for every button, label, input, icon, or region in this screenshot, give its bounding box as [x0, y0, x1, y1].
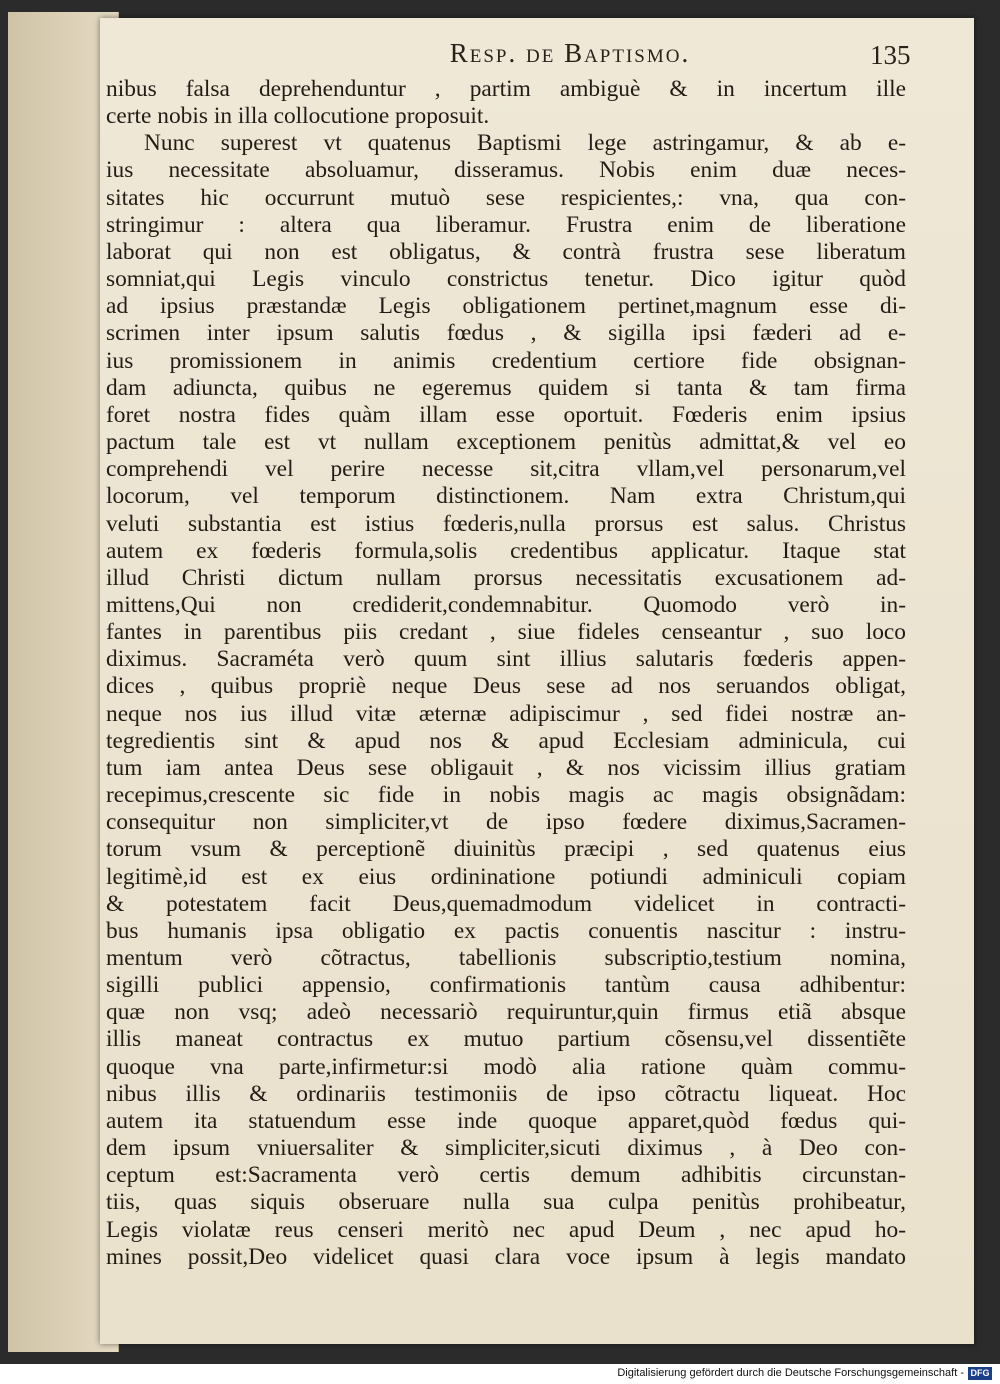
text-line: & potestatem facit Deus,quemadmodum videlicet in contracti- [106, 890, 906, 917]
text-line: somniat,qui Legis vinculo constrictus tenetur. Dico igitur quòd [106, 266, 906, 293]
text-line: quæ non vsq; adeò necessariò requiruntur,quin firmus etiã absque [106, 999, 906, 1026]
text-line: neque nos ius illud vitæ æternæ adipiscimur , sed fidei nostræ an- [106, 700, 906, 727]
text-line: dam adiuncta, quibus ne egeremus quidem si tanta & tam firma [106, 374, 906, 401]
text-line: mittens,Qui non crediderit,condemnabitur. Quomodo verò in- [106, 591, 906, 618]
text-line: autem ita statuendum esse inde quoque apparet,quòd fœdus qui- [106, 1107, 906, 1134]
text-line: veluti substantia est istius fœderis,nulla prorsus est salus. Christus [106, 510, 906, 537]
text-line: fantes in parentibus piis credant , siue fideles censeantur , suo loco [106, 619, 906, 646]
text-line: pactum tale est vt nullam exceptionem penitùs admittat,& vel eo [106, 429, 906, 456]
text-line: diximus. Sacraméta verò quum sint illius salutaris fœderis appen- [106, 646, 906, 673]
text-line: ius promissionem in animis credentium certiore fide obsignan- [106, 347, 906, 374]
text-line: illud Christi dictum nullam prorsus necessitatis excusationem ad- [106, 564, 906, 591]
text-line: consequitur non simpliciter,vt de ipso fœdere diximus,Sacramen- [106, 809, 906, 836]
text-line: foret nostra fides quàm illam esse oportuit. Fœderis enim ipsius [106, 401, 906, 428]
text-line: ius necessitate absoluamur, disseramus. Nobis enim duæ neces- [106, 157, 906, 184]
text-line: legitimè,id est ex eius ordininatione potiundi adminiculi copiam [106, 863, 906, 890]
text-line: scrimen inter ipsum salutis fœdus , & sigilla ipsi fæderi ad e- [106, 320, 906, 347]
text-line: certe nobis in illa collocutione proposuit. [106, 103, 490, 130]
text-line: quoque vna parte,infirmetur:si modò alia ratione quàm commu- [106, 1053, 906, 1080]
text-line: nibus illis & ordinariis testimoniis de ipso cõtractu liqueat. Hoc [106, 1080, 906, 1107]
text-line: bus humanis ipsa obligatio ex pactis conuentis nascitur : instru- [106, 917, 906, 944]
text-line: torum vsum & perceptionẽ diuinitùs præcipi , sed quatenus eius [106, 836, 906, 863]
text-line: stringimur : altera qua liberamur. Frustra enim de liberatione [106, 211, 906, 238]
text-line: laborat qui non est obligatus, & contrà frustra sese liberatum [106, 238, 906, 265]
text-line: tiis, quas siquis obseruare nulla sua culpa penitùs prohibeatur, [106, 1189, 906, 1216]
text-line: locorum, vel temporum distinctionem. Nam extra Christum,qui [106, 483, 906, 510]
dfg-logo: DFG [968, 1367, 992, 1380]
text-line: recepimus,crescente sic fide in nobis magis ac magis obsignãdam: [106, 782, 906, 809]
text-line: ad ipsius præstandæ Legis obligationem pertinet,magnum esse di- [106, 293, 906, 320]
text-line: tum iam antea Deus sese obligauit , & nos vicissim illius gratiam [106, 754, 906, 781]
digitization-footer [0, 1364, 1000, 1384]
body-text [106, 76, 906, 1271]
text-line: tegredientis sint & apud nos & apud Ecclesiam adminicula, cui [106, 727, 906, 754]
text-line: sitates hic occurrunt mutuò sese respicientes,: vna, qua con- [106, 184, 906, 211]
text-line: ceptum est:Sacramenta verò certis demum adhibitis circunstan- [106, 1162, 906, 1189]
text-line: Legis violatæ reus censeri meritò nec apud Deum , nec apud ho- [106, 1216, 906, 1243]
text-line: mentum verò cõtractus, tabellionis subscriptio,testium nomina, [106, 945, 906, 971]
text-line: autem ex fœderis formula,solis credentibus applicatur. Itaque stat [106, 537, 906, 564]
running-head: Resp. de Baptismo. [449, 38, 691, 68]
text-line: sigilli publici appensio, confirmationis tantùm causa adhibentur: [106, 972, 906, 999]
page-number: 135 [870, 40, 911, 70]
text-line: mines possit,Deo videlicet quasi clara voce ipsum à legis mandato [106, 1243, 906, 1270]
book-page [100, 18, 974, 1344]
text-line: nibus falsa deprehenduntur , partim ambiguè & in incertum ille [106, 76, 906, 102]
footer-credit: Digitalisierung gefördert durch die Deutsche Forschungsgemeinschaft - [617, 1367, 964, 1379]
text-line: Nunc superest vt quatenus Baptismi lege astringamur, & ab e- [144, 130, 906, 157]
text-line: illis maneat contractus ex mutuo partium cõsensu,vel dissentiẽte [106, 1026, 906, 1053]
text-line: dices , quibus propriè neque Deus sese ad nos seruandos obligat, [106, 673, 906, 700]
text-line: comprehendi vel perire necesse sit,citra vllam,vel personarum,vel [106, 456, 906, 483]
text-line: dem ipsum vniuersaliter & simpliciter,sicuti diximus , à Deo con- [106, 1135, 906, 1162]
